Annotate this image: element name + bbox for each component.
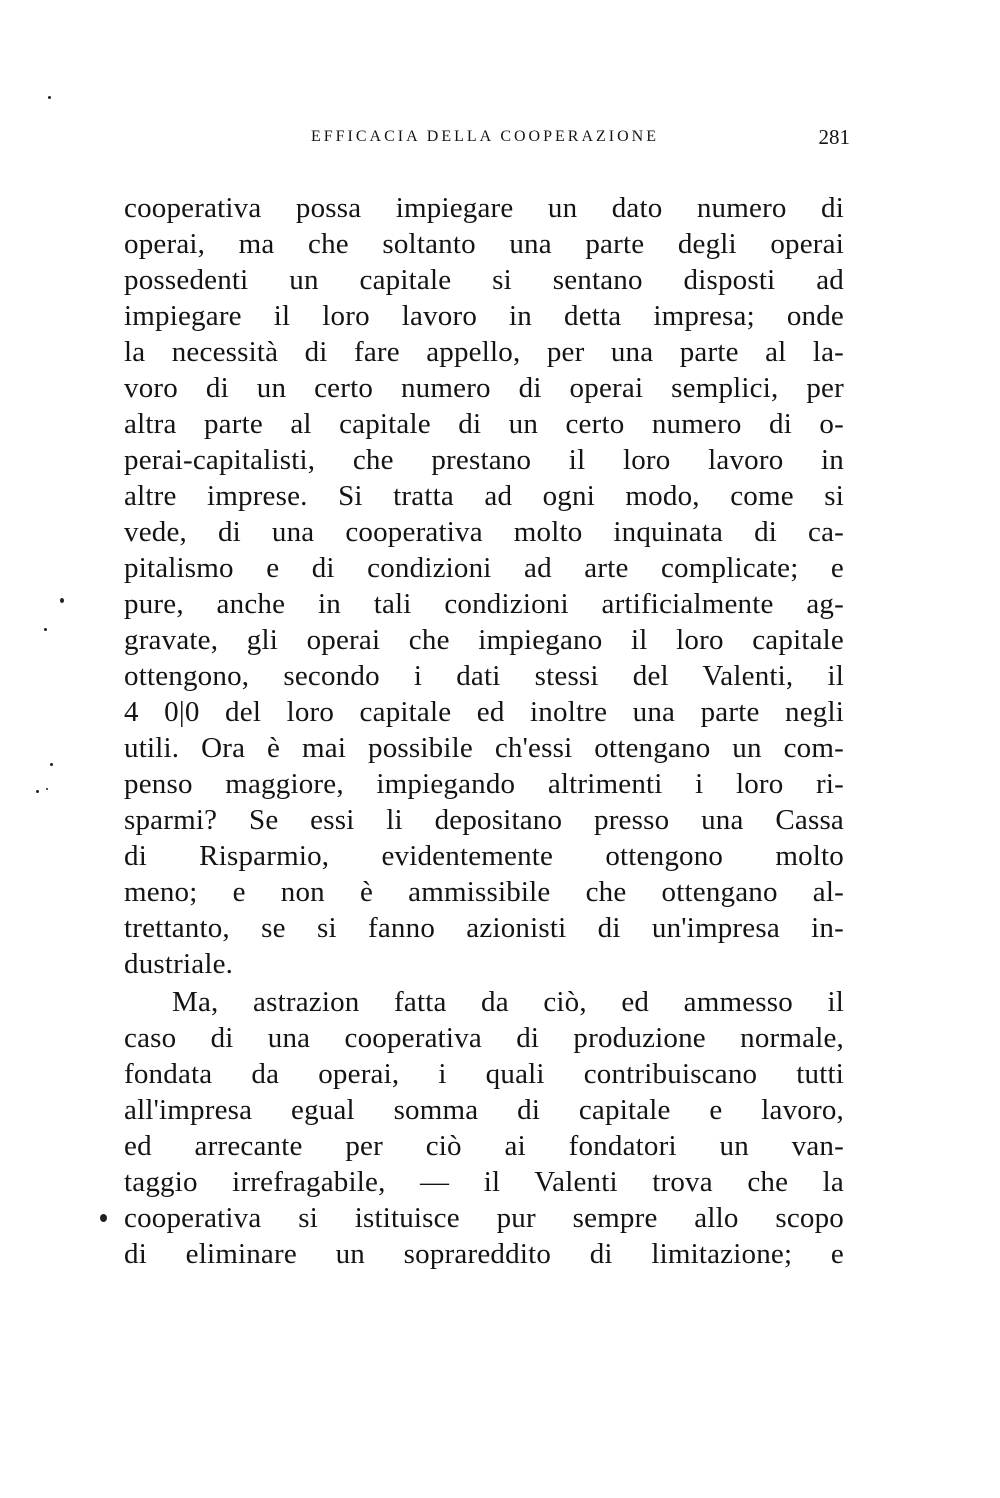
- scan-speck: [100, 1214, 107, 1222]
- text-line: taggio irrefragabile, — il Valenti trova che la: [124, 1166, 844, 1198]
- text-line: meno; e non è ammissibile che ottengano al-: [124, 876, 844, 908]
- text-line: ed arrecante per ciò ai fondatori un van-: [124, 1130, 844, 1162]
- text-line: 4 0|0 del loro capitale ed inoltre una parte negli: [124, 696, 844, 728]
- text-line: all'impresa egual somma di capitale e lavoro,: [124, 1094, 844, 1126]
- text-line: perai-capitalisti, che prestano il loro lavoro in: [124, 444, 844, 476]
- text-line: Ma, astrazion fatta da ciò, ed ammesso il: [172, 986, 844, 1018]
- text-line: caso di una cooperativa di produzione normale,: [124, 1022, 844, 1054]
- text-line: impiegare il loro lavoro in detta impresa; onde: [124, 300, 844, 332]
- scan-speck: [60, 598, 64, 603]
- text-line: pitalismo e di condizioni ad arte complicate; e: [124, 552, 844, 584]
- text-line: gravate, gli operai che impiegano il loro capitale: [124, 624, 844, 656]
- page-number: 281: [818, 125, 850, 149]
- page-header: [120, 125, 850, 158]
- text-line: cooperativa si istituisce pur sempre allo scopo: [124, 1202, 844, 1234]
- text-line: penso maggiore, impiegando altrimenti i loro ri-: [124, 768, 844, 800]
- text-line: possedenti un capitale si sentano disposti ad: [124, 264, 844, 296]
- text-line: vede, di una cooperativa molto inquinata di ca-: [124, 516, 844, 548]
- text-line: ottengono, secondo i dati stessi del Valenti, il: [124, 660, 844, 692]
- running-title: EFFICACIA DELLA COOPERAZIONE: [310, 128, 659, 145]
- scan-speck: [46, 788, 48, 790]
- text-line: sparmi? Se essi li depositano presso una Cassa: [124, 804, 844, 836]
- text-line: operai, ma che soltanto una parte degli operai: [124, 228, 844, 260]
- text-line: la necessità di fare appello, per una parte al la-: [124, 336, 844, 368]
- scan-speck: [44, 628, 47, 631]
- text-line: di Risparmio, evidentemente ottengono molto: [124, 840, 844, 872]
- scan-speck: [50, 763, 53, 766]
- text-line: di eliminare un soprareddito di limitazione; e: [124, 1238, 844, 1270]
- text-line: cooperativa possa impiegare un dato numero di: [124, 192, 844, 224]
- text-line: voro di un certo numero di operai semplici, per: [124, 372, 844, 404]
- text-line: altre imprese. Si tratta ad ogni modo, come si: [124, 480, 844, 512]
- paragraph: [124, 984, 844, 1272]
- text-line: altra parte al capitale di un certo numero di o-: [124, 408, 844, 440]
- text-line: pure, anche in tali condizioni artificialmente ag-: [124, 588, 844, 620]
- body-text: [124, 190, 844, 1272]
- text-line: dustriale.: [124, 948, 234, 980]
- text-line: utili. Ora è mai possibile ch'essi ottengano un com-: [124, 732, 844, 764]
- text-line: trettanto, se si fanno azionisti di un'impresa in-: [124, 912, 844, 944]
- scan-speck: [48, 96, 51, 99]
- paragraph: [124, 190, 844, 982]
- scan-speck: [36, 790, 39, 793]
- text-line: fondata da operai, i quali contribuiscano tutti: [124, 1058, 844, 1090]
